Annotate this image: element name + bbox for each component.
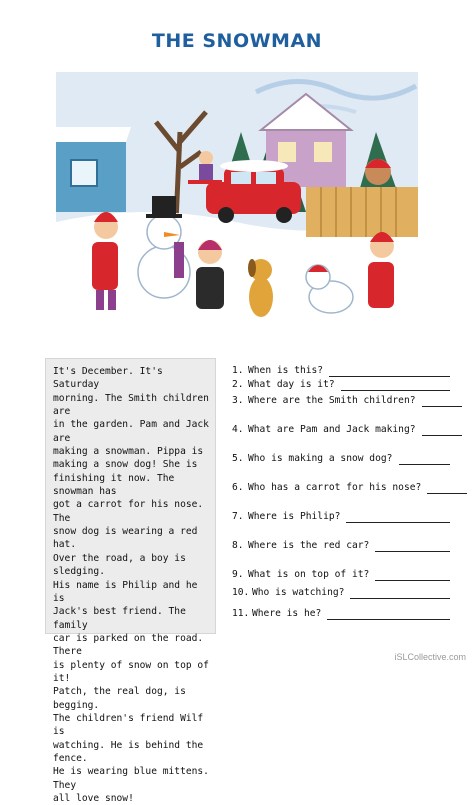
question-number: 8. — [232, 540, 244, 551]
answer-line[interactable] — [422, 406, 462, 407]
story-line: is plenty of snow on top of it! — [53, 659, 209, 684]
question-item — [232, 540, 458, 554]
story-line: making a snow dog! She is — [53, 459, 198, 471]
question-item — [232, 453, 458, 467]
answer-line[interactable] — [350, 598, 450, 599]
question-item — [232, 608, 458, 622]
question-text: Where is he? — [252, 608, 322, 619]
answer-line[interactable] — [329, 376, 450, 377]
question-item — [232, 424, 458, 438]
story-line: He is wearing blue mittens. They — [53, 766, 209, 791]
story-text-box — [45, 358, 216, 804]
story-line: The children's friend Wilf is — [53, 712, 204, 738]
question-item — [232, 587, 458, 601]
story-line: car is parked on the road. There — [53, 632, 204, 658]
question-item — [232, 482, 458, 496]
story-line: morning. The Smith children are — [53, 392, 209, 418]
question-text: Who is making a snow dog? — [248, 453, 393, 464]
question-number: 4. — [232, 424, 244, 435]
answer-line[interactable] — [375, 551, 450, 552]
story-paragraph — [53, 365, 209, 805]
answer-line[interactable] — [346, 522, 450, 523]
question-number: 11. — [232, 608, 250, 619]
question-text: What day is it? — [248, 379, 335, 390]
question-number: 6. — [232, 482, 244, 493]
page-title: THE SNOWMAN — [151, 30, 323, 52]
question-text: Who is watching? — [252, 587, 345, 598]
story-line: Over the road, a boy is sledging. — [53, 552, 186, 578]
answer-line[interactable] — [399, 464, 451, 465]
question-item — [232, 511, 458, 525]
story-line: got a carrot for his nose. The — [53, 499, 204, 524]
question-item — [232, 379, 458, 393]
question-text: Where is Philip? — [248, 511, 341, 522]
story-line: finishing it now. The snowman has — [53, 472, 175, 498]
story-line: It's December. It's Saturday — [53, 366, 163, 391]
story-line: His name is Philip and he is — [53, 579, 198, 604]
answer-line[interactable] — [422, 435, 462, 436]
question-number: 1. — [232, 365, 244, 376]
story-line: in the garden. Pam and Jack are — [53, 419, 209, 444]
question-text: What are Pam and Jack making? — [248, 424, 416, 435]
question-number: 5. — [232, 453, 244, 464]
story-line: Patch, the real dog, is begging. — [53, 686, 186, 711]
footer-watermark: iSLCollective.com — [394, 652, 466, 662]
answer-line[interactable] — [341, 390, 450, 391]
question-number: 10. — [232, 587, 250, 598]
question-number: 7. — [232, 511, 244, 522]
story-line: snow dog is wearing a red hat. — [53, 526, 198, 551]
answer-line[interactable] — [375, 580, 450, 581]
story-line: all love snow! — [53, 793, 134, 804]
story-line: making a snowman. Pippa is — [53, 446, 204, 458]
story-line: Jack's best friend. The family — [53, 606, 186, 631]
story-line: watching. He is behind the fence. — [53, 739, 204, 764]
question-item — [232, 365, 458, 379]
question-text: What is on top of it? — [248, 569, 370, 580]
question-text: Where are the Smith children? — [248, 395, 416, 406]
question-text: Where is the red car? — [248, 540, 370, 551]
question-text: Who has a carrot for his nose? — [248, 482, 422, 493]
question-item — [232, 569, 458, 583]
question-number: 2. — [232, 379, 244, 390]
answer-line[interactable] — [427, 493, 467, 494]
snow-scene-illustration — [56, 72, 418, 348]
question-text: When is this? — [248, 365, 324, 376]
question-number: 9. — [232, 569, 244, 580]
question-item — [232, 395, 458, 409]
answer-line[interactable] — [327, 619, 450, 620]
question-number: 3. — [232, 395, 244, 406]
